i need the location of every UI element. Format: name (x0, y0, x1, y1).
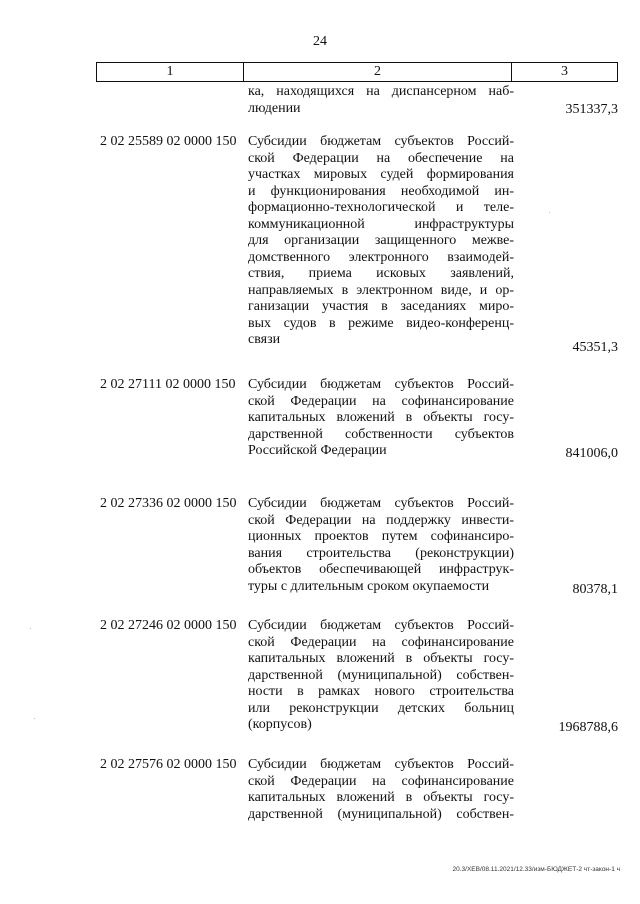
header-col-1: 1 (97, 63, 244, 81)
description-line: направляемых в электронном виде, и ор- (248, 282, 514, 298)
description-line: ской Федерации на софинансирование (248, 393, 514, 409)
row-description (248, 757, 514, 823)
description-line: вых судов в режиме видео-конференц- (248, 315, 514, 331)
row-description (248, 377, 514, 460)
description-line: дарственной (муниципальной) собствен- (248, 806, 514, 822)
description-line: ности в рамках нового строительства (248, 684, 514, 699)
description-line: и функционирования необходимой ин- (248, 183, 514, 199)
description-line: объектов обеспечивающей инфраструк- (248, 562, 514, 577)
description-line: ганизации участия в заседаниях миро- (248, 299, 514, 314)
description-line: Субсидии бюджетам субъектов Россий- (248, 618, 514, 633)
description-line: дарственной (муниципальной) собствен- (248, 667, 514, 683)
row-code: 2 02 27111 02 0000 150 (100, 377, 236, 392)
description-line: туры с длительным сроком окупаемости (248, 578, 490, 594)
description-line: людении (248, 100, 301, 116)
row-amount: 45351,3 (572, 340, 618, 355)
description-line: капитальных вложений в объекты госу- (248, 790, 514, 805)
description-line: капитальных вложений в объекты госу- (248, 410, 514, 425)
row-description (248, 496, 514, 595)
header-col-2: 2 (244, 63, 512, 81)
scan-speck (30, 628, 31, 629)
description-line: ционных проектов путем софинансиро- (248, 529, 514, 544)
header-col-3: 3 (561, 64, 568, 79)
row-description (248, 84, 514, 117)
row-code: 2 02 27576 02 0000 150 (100, 757, 237, 772)
description-line: ской Федерации на софинансирование (248, 773, 514, 789)
scan-speck (34, 718, 35, 719)
description-line: связи (248, 332, 281, 347)
description-line: (корпусов) (248, 717, 312, 732)
row-amount: 841006,0 (565, 446, 618, 461)
row-code: 2 02 27246 02 0000 150 (100, 618, 237, 633)
description-line: капитальных вложений в объекты госу- (248, 651, 514, 666)
page-number: 24 (313, 34, 327, 49)
description-line: ка, находящихся на диспансерном наб- (248, 84, 514, 99)
description-line: коммуникационной инфраструктуры (248, 216, 514, 232)
row-code: 2 02 27336 02 0000 150 (100, 496, 237, 511)
description-line: ствия, приема исковых заявлений, (248, 266, 514, 281)
description-line: для организации защищенного межве- (248, 233, 514, 248)
description-line: участках мировых судей формирования (248, 167, 514, 182)
row-amount: 80378,1 (572, 582, 618, 597)
description-line: Субсидии бюджетам субъектов Россий- (248, 757, 514, 772)
row-description (248, 618, 514, 734)
table-header (96, 62, 618, 82)
footer-document-code: 20.3/ХЕВ/08.11.2021/12.33/изм-БЮДЖЕТ-2 чт-закон-1 ч (452, 866, 620, 873)
row-amount: 1968788,6 (558, 720, 618, 735)
description-line: ской Федерации на обеспечение на (248, 150, 514, 166)
description-line: ской Федерации на софинансирование (248, 634, 514, 650)
row-amount: 351337,3 (565, 102, 618, 117)
description-line: или реконструкции детских больниц (248, 700, 514, 716)
scan-speck (549, 212, 550, 213)
description-line: формационно-технологической и теле- (248, 200, 514, 215)
description-line: Субсидии бюджетам субъектов Россий- (248, 134, 514, 149)
description-line: Субсидии бюджетам субъектов Россий- (248, 377, 514, 392)
row-code: 2 02 25589 02 0000 150 (100, 134, 237, 149)
description-line: вания строительства (реконструкции) (248, 545, 514, 561)
row-description (248, 134, 514, 349)
description-line: Российской Федерации (248, 443, 387, 458)
description-line: ской Федерации на поддержку инвести- (248, 512, 514, 528)
description-line: домственного электронного взаимодей- (248, 249, 514, 265)
description-line: дарственной собственности субъектов (248, 426, 514, 442)
description-line: Субсидии бюджетам субъектов Россий- (248, 496, 514, 511)
